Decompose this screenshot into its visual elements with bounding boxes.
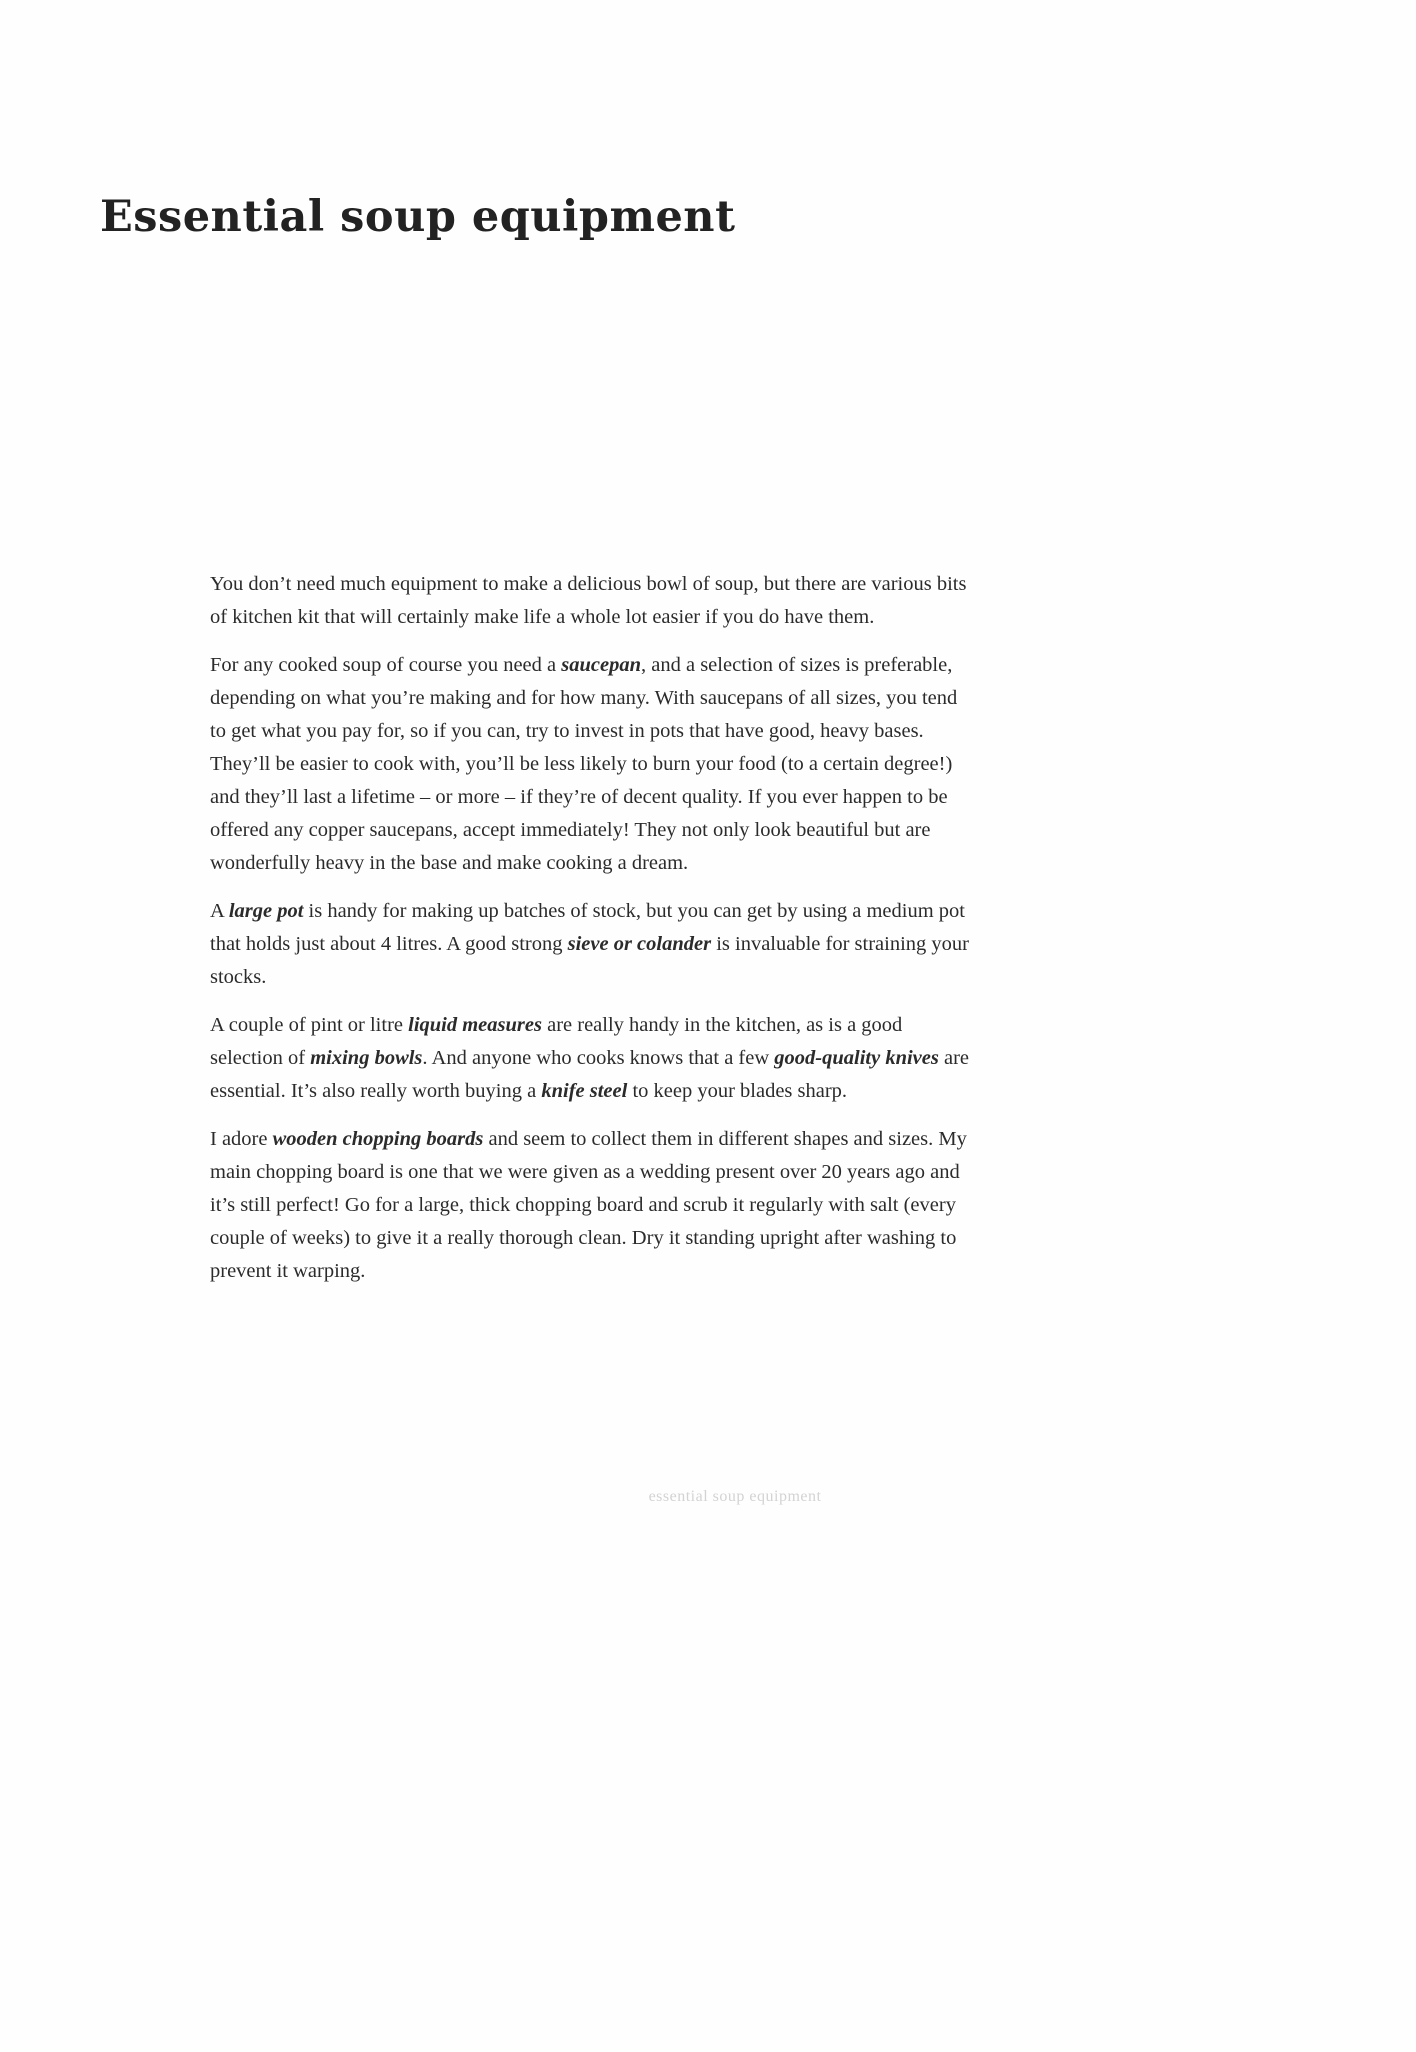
text-run: is handy for making up batches of stock, but you can get by using a medium pot that holds just about 4 litres. A good strong (210, 900, 965, 955)
text-run: I adore (210, 1128, 273, 1150)
paragraph (210, 895, 972, 994)
text-run: and seem to collect them in different shapes and sizes. My main chopping board is one that we were given as a wedding present over 20 years ago and it’s still perfect! Go for a large, thick chopping board and scrub it regularly with salt (every couple of weeks) to give it a really thorough clean. Dry it standing upright after washing to prevent it warping. (210, 1128, 967, 1282)
text-run: to keep your blades sharp. (627, 1080, 848, 1102)
text-run: are really handy in the kitchen, as is a good selection of (210, 1014, 903, 1069)
paragraph (210, 649, 972, 880)
paragraph (210, 1009, 972, 1108)
paragraph (210, 568, 972, 634)
emphasized-text: liquid measures (408, 1014, 542, 1036)
emphasized-text: knife steel (541, 1080, 628, 1102)
page-title: Essential soup equipment (100, 192, 736, 242)
page-footer: essential soup equipment (648, 1488, 822, 1505)
text-run: A (210, 900, 229, 922)
emphasized-text: wooden chopping boards (272, 1128, 484, 1150)
text-run: , and a selection of sizes is preferable, depending on what you’re making and for how many. With saucepans of all sizes, you tend to get what you pay for, so if you can, try to invest in pots that have good, heavy bases. They’ll be easier to cook with, you’ll be less likely to burn your food (to a certain degree!) and they’ll last a lifetime – or more – if they’re of decent quality. If you ever happen to be offered any copper saucepans, accept immediately! They not only look beautiful but are wonderfully heavy in the base and make cooking a dream. (210, 654, 958, 874)
emphasized-text: mixing bowls (310, 1047, 423, 1069)
text-run: is invaluable for straining your stocks. (210, 933, 969, 988)
emphasized-text: saucepan (561, 654, 641, 676)
body-text (210, 568, 972, 1303)
paragraph (210, 1123, 972, 1288)
text-run: For any cooked soup of course you need a (210, 654, 562, 676)
text-run: You don’t need much equipment to make a delicious bowl of soup, but there are various bits of kitchen kit that will certainly make life a whole lot easier if you do have them. (210, 573, 967, 628)
text-run: are essential. It’s also really worth buying a (210, 1047, 969, 1102)
text-run: A couple of pint or litre (210, 1014, 409, 1036)
emphasized-text: large pot (228, 900, 304, 922)
emphasized-text: sieve or colander (567, 933, 712, 955)
emphasized-text: good-quality knives (774, 1047, 939, 1069)
text-run: . And anyone who cooks knows that a few (422, 1047, 775, 1069)
